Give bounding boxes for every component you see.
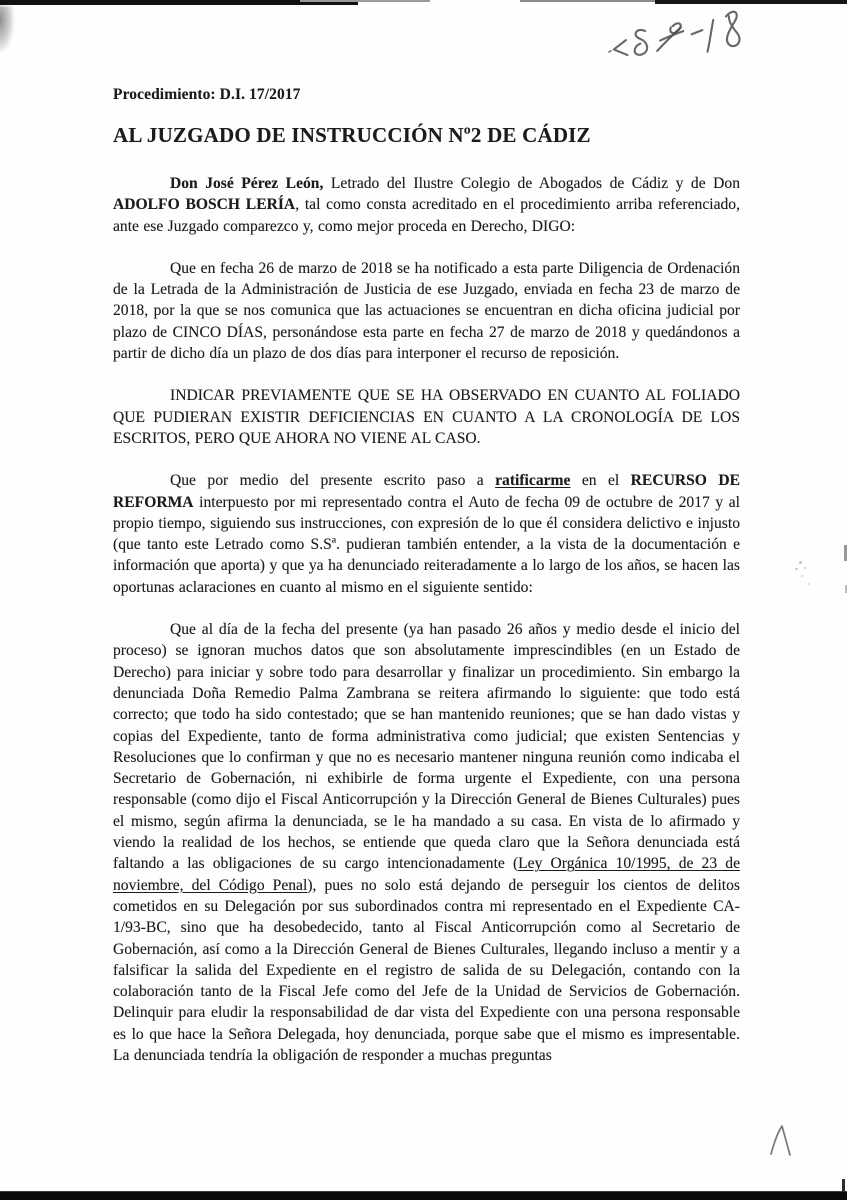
body-paragraph xyxy=(113,385,740,449)
body-paragraph xyxy=(113,470,740,598)
text-run: Don José Pérez León, xyxy=(170,175,324,192)
scan-edge-bottom-nub xyxy=(842,1179,845,1192)
text-run: INDICAR PREVIAMENTE QUE SE HA OBSERVADO EN CUANTO AL FOLIADO QUE PUDIERAN EXISTIR DEFICIENCIAS EN CUANTO A LA CRONOLOGÍA DE LOS ESCRITOS, PERO QUE AHORA NO VIENE AL CASO. xyxy=(113,387,740,447)
scan-edge-top-segment xyxy=(520,0,670,2)
text-run: Que en fecha 26 de marzo de 2018 se ha notificado a esta parte Diligencia de Ordenación de la Letrada de la Administración de Justicia de ese Juzgado, enviada en fecha 23 de marzo de 2018, por la que se nos comunica que las actuaciones se encuentran en dicha oficina judicial por plazo de CINCO DÍAS, personándose esta parte en fecha 27 de marzo de 2018 y quedándonos a partir de dicho día un plazo de dos días para interponer el recurso de reposición. xyxy=(113,259,740,363)
document-body xyxy=(113,173,740,1066)
text-run: , tal como consta acreditado en el procedimiento arriba referenciado, ante ese Juzgado comparezco y, como mejor proceda en Derecho, DIGO: xyxy=(113,196,740,235)
document-title: AL JUZGADO DE INSTRUCCIÓN Nº2 DE CÁDIZ xyxy=(113,123,591,147)
scan-corner-smudge xyxy=(0,6,14,52)
text-run: Ley Orgánica 10/1995, de 23 de noviembre, del Código Penal xyxy=(113,855,740,894)
body-paragraph xyxy=(113,258,740,364)
procedure-label: Procedimiento: D.I. 17/2017 xyxy=(113,86,301,103)
scan-noise-specks xyxy=(793,555,819,591)
text-run: ratificarme xyxy=(495,472,571,490)
handwritten-caret-annotation xyxy=(766,1122,798,1158)
text-run: en el xyxy=(570,472,631,490)
text-run: Letrado del Ilustre Colegio de Abogados de Cádiz y de Don xyxy=(323,175,740,192)
scan-edge-bottom xyxy=(0,1191,847,1200)
text-run: RECURSO DE REFORMA xyxy=(113,472,740,511)
body-paragraph xyxy=(113,173,740,237)
text-run: ), pues no solo está dejando de perseguir los cientos de delitos cometidos en su Delegación por sus subordinados contra mi representado en el Expediente CA-1/93-BC, sino que ha desobedecido, tanto al Fiscal Anticorrupción como al Secretario de Gobernación, así como a la Dirección General de Bienes Culturales, llegando incluso a mentir y a falsificar la salida del Expediente en el registro de salida de su Delegación, contando con la colaboración tanto de la Fiscal Jefe como del Jefe de la Unidad de Servicios de Gobernación. Delinquir para eludir la responsabilidad de dar vista del Expediente con una persona responsable es lo que hace la Señora Delegada, hoy denunciada, porque sabe que el mismo es impresentable. La denunciada tendría la obligación de responder a muchas preguntas xyxy=(113,876,740,1064)
body-paragraph xyxy=(113,619,740,1066)
document-content xyxy=(113,86,740,1066)
text-run: ADOLFO BOSCH LERÍA xyxy=(113,196,296,214)
handwritten-date-annotation xyxy=(599,0,769,76)
text-run: Que al día de la fecha del presente (ya han pasado 26 años y medio desde el inicio del proceso) se ignoran muchos datos que son absolutamente imprescindibles (en un Estado de Derecho) para iniciar y sobre todo para desarrollar y finalizar un procedimiento. Sin embargo la denunciada Doña Remedio Palma Zambrana se reitera afirmando lo siguiente: que todo está correcto; que todo ha sido contestado; que se han mantenido reuniones; que se han dado vistas y copias del Expediente, tanto de forma administrativa como judicial; que existen Sentencias y Resoluciones que lo confirman y que no es necesario mantener ninguna reunión como indicaba el Secretario de Gobernación, ni exhibirle de forma urgente el Expediente, con una persona responsable (como dijo el Fiscal Anticorrupción y la Dirección General de Bienes Culturales) pues el mismo, según afirma la denunciada, se le ha mandado a su casa. En vista de lo afirmado y viendo la realidad de los hechos, se entiende que queda claro que la Señora denunciada está faltando a las obligaciones de su cargo intencionadamente ( xyxy=(113,621,740,873)
scan-edge-top-segment xyxy=(300,0,430,2)
text-run: interpuesto por mi representado contra el Auto de fecha 09 de octubre de 2017 y al propio tiempo, siguiendo sus instrucciones, con expresión de lo que él considera delictivo e injusto (que tanto este Letrado como S.Sª. pudieran también entender, a la vista de la documentación e información que aporta) y que ya ha denunciado reiteradamente a lo largo de los años, se hacen las oportunas aclaraciones en cuanto al mismo en el siguiente sentido: xyxy=(113,493,740,596)
text-run: Que por medio del presente escrito paso a xyxy=(170,472,496,490)
